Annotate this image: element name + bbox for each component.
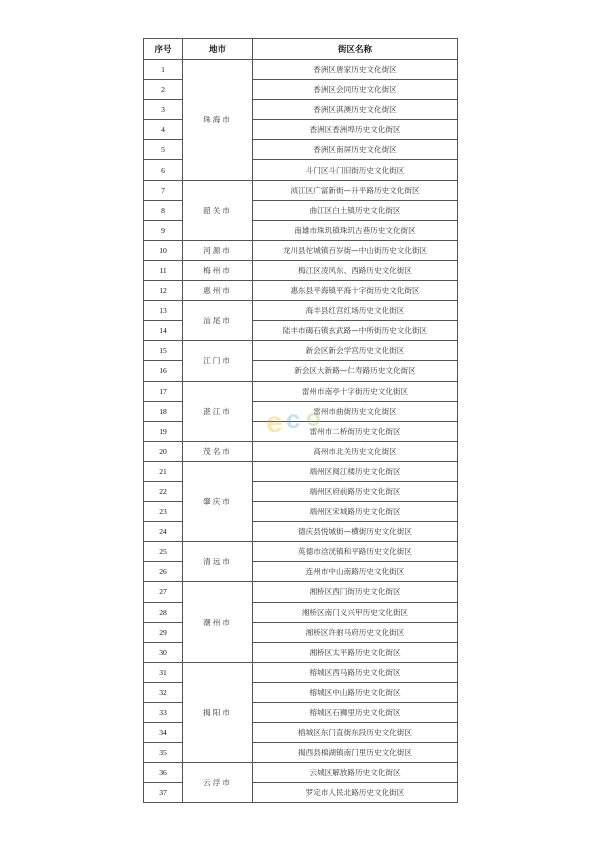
row-index: 13 bbox=[144, 301, 183, 321]
district-name-cell: 香洲区香洲埠历史文化街区 bbox=[253, 120, 458, 140]
district-name-cell: 雷州市二桥街历史文化街区 bbox=[253, 421, 458, 441]
row-index: 11 bbox=[144, 260, 183, 280]
row-index: 35 bbox=[144, 743, 183, 763]
row-index: 18 bbox=[144, 401, 183, 421]
table-row bbox=[144, 240, 458, 260]
district-name-cell: 南雄市珠玑镇珠玑古巷历史文化街区 bbox=[253, 220, 458, 240]
table-row bbox=[144, 341, 458, 361]
svg-text:o: o bbox=[306, 405, 321, 432]
row-index: 14 bbox=[144, 321, 183, 341]
district-name-cell: 罗定市人民北路历史文化街区 bbox=[253, 783, 458, 803]
district-name-cell: 湘桥区西门街历史文化街区 bbox=[253, 582, 458, 602]
header-index: 序号 bbox=[144, 39, 183, 60]
district-name-cell: 连州市中山南路历史文化街区 bbox=[253, 562, 458, 582]
district-name-cell: 陆丰市碣石镇玄武路—中所街历史文化街区 bbox=[253, 321, 458, 341]
row-index: 19 bbox=[144, 421, 183, 441]
row-index: 22 bbox=[144, 481, 183, 501]
row-index: 20 bbox=[144, 441, 183, 461]
row-index: 9 bbox=[144, 220, 183, 240]
table-header-row bbox=[144, 39, 458, 60]
table-row bbox=[144, 662, 458, 682]
row-index: 15 bbox=[144, 341, 183, 361]
district-name-cell: 高州市北关历史文化街区 bbox=[253, 441, 458, 461]
district-name-cell: 榕城区东门直街东段历史文化街区 bbox=[253, 723, 458, 743]
district-name-cell: 新会区大新路—仁寿路历史文化街区 bbox=[253, 361, 458, 381]
row-index: 34 bbox=[144, 723, 183, 743]
table-row bbox=[144, 180, 458, 200]
district-name-cell: 湘桥区南门义兴甲历史文化街区 bbox=[253, 602, 458, 622]
district-name-cell: 香洲区唐家历史文化街区 bbox=[253, 60, 458, 80]
city-cell: 梅州市 bbox=[183, 260, 253, 280]
row-index: 6 bbox=[144, 160, 183, 180]
svg-text:c: c bbox=[286, 404, 301, 434]
city-cell: 潮州市 bbox=[183, 582, 253, 662]
row-index: 27 bbox=[144, 582, 183, 602]
row-index: 29 bbox=[144, 622, 183, 642]
row-index: 3 bbox=[144, 100, 183, 120]
row-index: 31 bbox=[144, 662, 183, 682]
district-name-cell: 端州区阅江楼历史文化街区 bbox=[253, 461, 458, 481]
city-cell: 云浮市 bbox=[183, 763, 253, 803]
district-name-cell: 曲江区白土镇历史文化街区 bbox=[253, 200, 458, 220]
row-index: 2 bbox=[144, 80, 183, 100]
district-name-cell: 新会区新会学宫历史文化街区 bbox=[253, 341, 458, 361]
table-row bbox=[144, 281, 458, 301]
city-cell: 惠州市 bbox=[183, 281, 253, 301]
row-index: 12 bbox=[144, 281, 183, 301]
row-index: 26 bbox=[144, 562, 183, 582]
city-cell: 清远市 bbox=[183, 542, 253, 582]
city-cell: 江门市 bbox=[183, 341, 253, 381]
row-index: 16 bbox=[144, 361, 183, 381]
row-index: 7 bbox=[144, 180, 183, 200]
table-row bbox=[144, 461, 458, 481]
district-name-cell: 榕城区石狮里历史文化街区 bbox=[253, 703, 458, 723]
row-index: 17 bbox=[144, 381, 183, 401]
district-name-cell: 惠东县平海镇平海十字街历史文化街区 bbox=[253, 281, 458, 301]
row-index: 25 bbox=[144, 542, 183, 562]
header-city: 地市 bbox=[183, 39, 253, 60]
row-index: 8 bbox=[144, 200, 183, 220]
city-cell: 揭阳市 bbox=[183, 662, 253, 762]
row-index: 30 bbox=[144, 642, 183, 662]
district-name-cell: 香洲区会同历史文化街区 bbox=[253, 80, 458, 100]
row-index: 23 bbox=[144, 502, 183, 522]
row-index: 5 bbox=[144, 140, 183, 160]
district-name-cell: 榕城区西马路历史文化街区 bbox=[253, 662, 458, 682]
city-cell: 汕尾市 bbox=[183, 301, 253, 341]
district-name-cell: 斗门区斗门旧街历史文化街区 bbox=[253, 160, 458, 180]
city-cell: 茂名市 bbox=[183, 441, 253, 461]
district-name-cell: 湘桥区许驸马府历史文化街区 bbox=[253, 622, 458, 642]
city-cell: 珠海市 bbox=[183, 60, 253, 181]
district-name-cell: 香洲区淇澳历史文化街区 bbox=[253, 100, 458, 120]
ceo-watermark-icon bbox=[262, 390, 342, 450]
row-index: 4 bbox=[144, 120, 183, 140]
table-row bbox=[144, 301, 458, 321]
district-name-cell: 浈江区广富新街—升平路历史文化街区 bbox=[253, 180, 458, 200]
svg-text:e: e bbox=[266, 406, 283, 439]
table-row bbox=[144, 582, 458, 602]
city-cell: 河源市 bbox=[183, 240, 253, 260]
row-index: 24 bbox=[144, 522, 183, 542]
district-name-cell: 梅江区凌风东、西路历史文化街区 bbox=[253, 260, 458, 280]
district-name-cell: 海丰县红宫红场历史文化街区 bbox=[253, 301, 458, 321]
district-name-cell: 湘桥区太平路历史文化街区 bbox=[253, 642, 458, 662]
row-index: 37 bbox=[144, 783, 183, 803]
table-row bbox=[144, 542, 458, 562]
table-row bbox=[144, 60, 458, 80]
district-name-cell: 德庆县悦城街—横街历史文化街区 bbox=[253, 522, 458, 542]
district-name-cell: 英德市浛洸镇和平路历史文化街区 bbox=[253, 542, 458, 562]
header-district-name: 街区名称 bbox=[253, 39, 458, 60]
district-name-cell: 雷州市曲街历史文化街区 bbox=[253, 401, 458, 421]
row-index: 21 bbox=[144, 461, 183, 481]
table-row bbox=[144, 763, 458, 783]
row-index: 1 bbox=[144, 60, 183, 80]
district-name-cell: 香洲区南屏历史文化街区 bbox=[253, 140, 458, 160]
district-name-cell: 榕城区中山路历史文化街区 bbox=[253, 682, 458, 702]
city-cell: 湛江市 bbox=[183, 381, 253, 441]
district-name-cell: 云城区解放路历史文化街区 bbox=[253, 763, 458, 783]
row-index: 33 bbox=[144, 703, 183, 723]
row-index: 32 bbox=[144, 682, 183, 702]
table-row bbox=[144, 260, 458, 280]
city-cell: 肇庆市 bbox=[183, 461, 253, 541]
row-index: 28 bbox=[144, 602, 183, 622]
district-name-cell: 雷州市南亭十字街历史文化街区 bbox=[253, 381, 458, 401]
row-index: 10 bbox=[144, 240, 183, 260]
city-cell: 韶关市 bbox=[183, 180, 253, 240]
district-name-cell: 端州区宋城路历史文化街区 bbox=[253, 502, 458, 522]
district-name-cell: 端州区府前路历史文化街区 bbox=[253, 481, 458, 501]
district-name-cell: 龙川县佗城镇百岁街—中山街历史文化街区 bbox=[253, 240, 458, 260]
district-name-cell: 揭西县棉湖镇南门里历史文化街区 bbox=[253, 743, 458, 763]
row-index: 36 bbox=[144, 763, 183, 783]
